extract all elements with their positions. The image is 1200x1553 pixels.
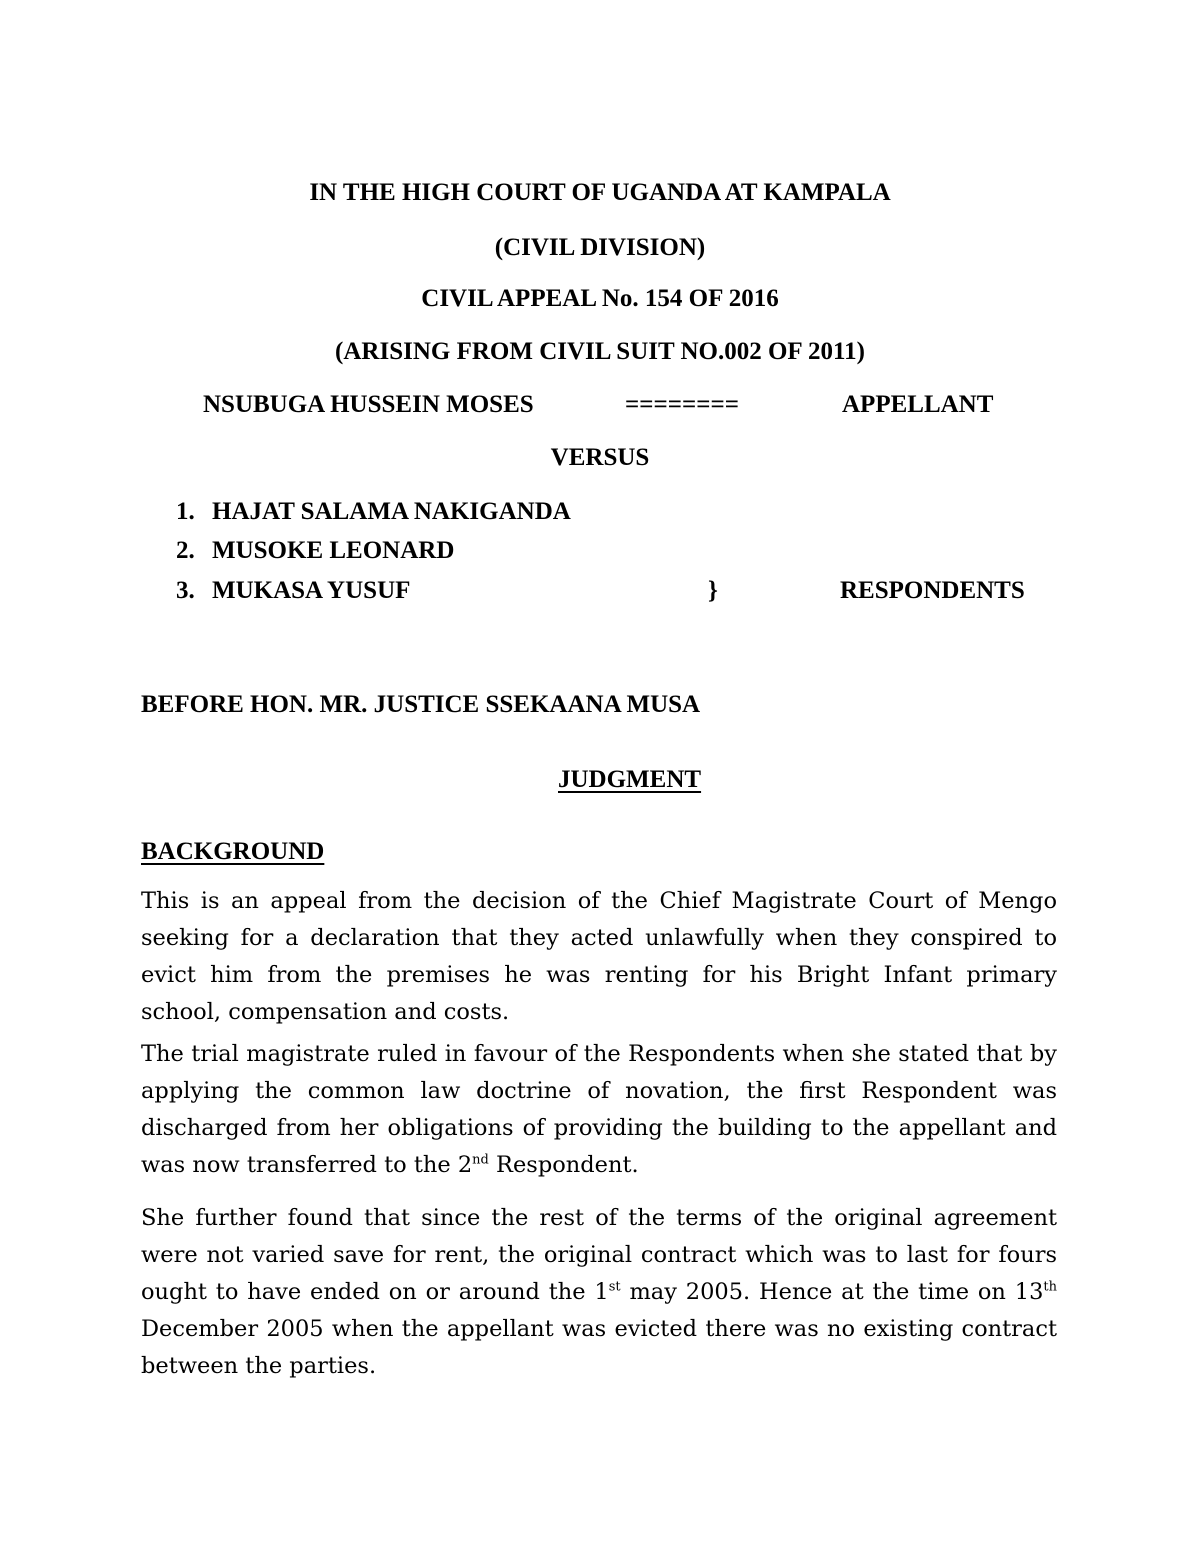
paragraph-2 xyxy=(141,1036,1057,1184)
party-separator: ======== xyxy=(625,391,739,418)
respondent-name: MUSOKE LEONARD xyxy=(212,537,455,564)
respondent-number: 1. xyxy=(176,498,195,525)
appellant-name: NSUBUGA HUSSEIN MOSES xyxy=(203,391,534,418)
division-heading: (CIVIL DIVISION) xyxy=(494,234,706,261)
respondent-number: 2. xyxy=(176,537,195,564)
respondent-name: MUKASA YUSUF xyxy=(212,577,411,604)
case-number: CIVIL APPEAL No. 154 OF 2016 xyxy=(421,285,779,312)
respondent-item xyxy=(176,497,571,527)
paragraph-2-text: The trial magistrate ruled in favour of the Respondents when she stated that by applying the common law doctrine of novation, the first Respondent was discharged from her obligations of providing the building to the appellant and was now transferred to the 2 xyxy=(141,1041,1057,1178)
versus-label: VERSUS xyxy=(550,444,650,471)
paragraph-3 xyxy=(141,1200,1057,1385)
coram: BEFORE HON. MR. JUSTICE SSEKAANA MUSA xyxy=(141,691,701,718)
paragraph-1: This is an appeal from the decision of the Chief Magistrate Court of Mengo seeking for a declaration that they acted unlawfully when they conspired to evict him from the premises he was renting for his Bright Infant primary school, compensation and costs. xyxy=(141,888,1057,1025)
respondents-brace: } xyxy=(708,577,718,604)
paragraph-3-text: December 2005 when the appellant was evicted there was no existing contract between the parties. xyxy=(141,1316,1057,1379)
paragraph-3-text: She further found that since the rest of the terms of the original agreement were not varied save for rent, the original contract which was to last for fours ought to have ended on or around the 1 xyxy=(141,1205,1057,1305)
respondents-role: RESPONDENTS xyxy=(840,577,1025,604)
respondent-number: 3. xyxy=(176,577,195,604)
arising-from: (ARISING FROM CIVIL SUIT NO.002 OF 2011) xyxy=(335,338,865,365)
paragraph-2-text: Respondent. xyxy=(488,1152,639,1178)
background-title: BACKGROUND xyxy=(141,838,325,865)
court-heading: IN THE HIGH COURT OF UGANDA AT KAMPALA xyxy=(309,179,891,206)
respondent-item xyxy=(176,536,454,566)
paragraph-3-text: may 2005. Hence at the time on 13 xyxy=(620,1279,1044,1305)
appellant-role: APPELLANT xyxy=(842,391,994,418)
judgment-title: JUDGMENT xyxy=(558,766,702,793)
respondent-item xyxy=(176,576,410,606)
respondent-name: HAJAT SALAMA NAKIGANDA xyxy=(212,498,571,525)
ordinal-suffix: st xyxy=(608,1279,621,1295)
ordinal-suffix: nd xyxy=(472,1152,489,1168)
ordinal-suffix: th xyxy=(1043,1279,1057,1295)
